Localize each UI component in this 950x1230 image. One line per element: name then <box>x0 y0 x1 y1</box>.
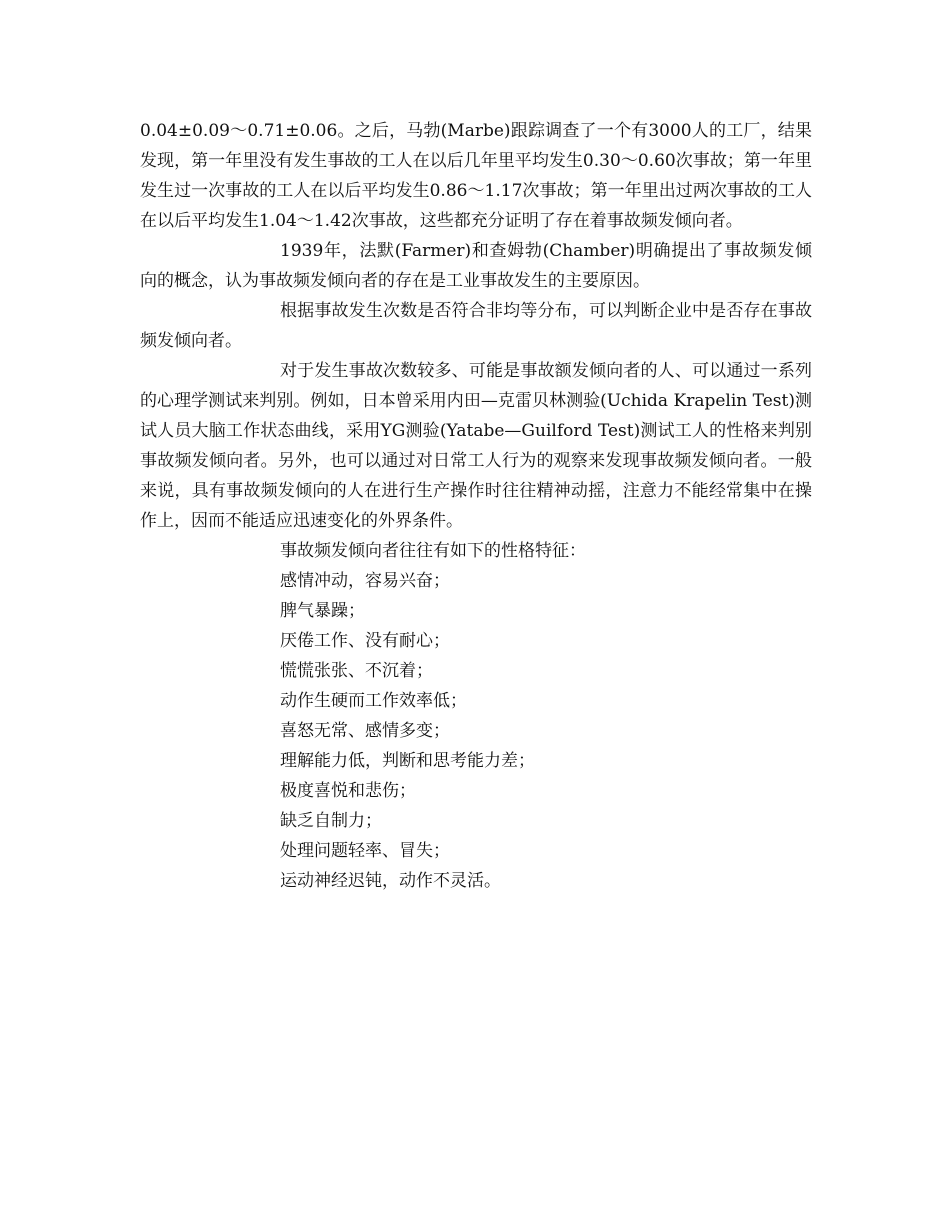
list-item: 厌倦工作、没有耐心； <box>280 631 450 651</box>
list-item: 运动神经迟钝，动作不灵活。 <box>280 871 501 891</box>
document-body <box>140 116 812 896</box>
paragraph-marbe-study: 0.04±0.09～0.71±0.06。之后，马勃(Marbe)跟踪调查了一个有3000人的工厂，结果发现，第一年里没有发生事故的工人在以后几年里平均发生0.30～0.60次事故；第一年里发生过一次事故的工人在以后平均发生0.86～1.17次事故；第一年里出过两次事故的工人在以后平均发生1.04～1.42次事故，这些都充分证明了存在着事故频发倾向者。 <box>140 121 812 231</box>
list-item: 处理问题轻率、冒失； <box>280 841 450 861</box>
list-item: 慌慌张张、不沉着； <box>280 661 433 681</box>
list-item: 动作生硬而工作效率低； <box>280 691 467 711</box>
list-item: 极度喜悦和悲伤； <box>280 781 416 801</box>
paragraph-distribution: 根据事故发生次数是否符合非均等分布，可以判断企业中是否存在事故频发倾向者。 <box>140 301 812 351</box>
list-item: 缺乏自制力； <box>280 811 382 831</box>
list-item: 感情冲动，容易兴奋； <box>280 571 450 591</box>
list-item: 脾气暴躁； <box>280 601 365 621</box>
traits-list <box>140 566 812 896</box>
paragraph-farmer-chamber: 1939年，法默(Farmer)和查姆勃(Chamber)明确提出了事故频发倾向的概念，认为事故频发倾向者的存在是工业事故发生的主要原因。 <box>140 241 812 291</box>
list-item: 喜怒无常、感情多变； <box>280 721 450 741</box>
paragraph-psych-tests: 对于发生事故次数较多、可能是事故额发倾向者的人、可以通过一系列的心理学测试来判别。例如，日本曾采用内田—克雷贝林测验(Uchida Krapelin Test)测试人员大脑工作状态曲线，采用YG测验(Yatabe—Guilford Test)测试工人的性格来判别事故频发倾向者。另外，也可以通过对日常工人行为的观察来发现事故频发倾向者。一般来说，具有事故频发倾向的人在进行生产操作时往往精神动摇，注意力不能经常集中在操作上，因而不能适应迅速变化的外界条件。 <box>140 361 812 531</box>
traits-intro: 事故频发倾向者往往有如下的性格特征： <box>280 541 586 561</box>
list-item: 理解能力低，判断和思考能力差； <box>280 751 535 771</box>
